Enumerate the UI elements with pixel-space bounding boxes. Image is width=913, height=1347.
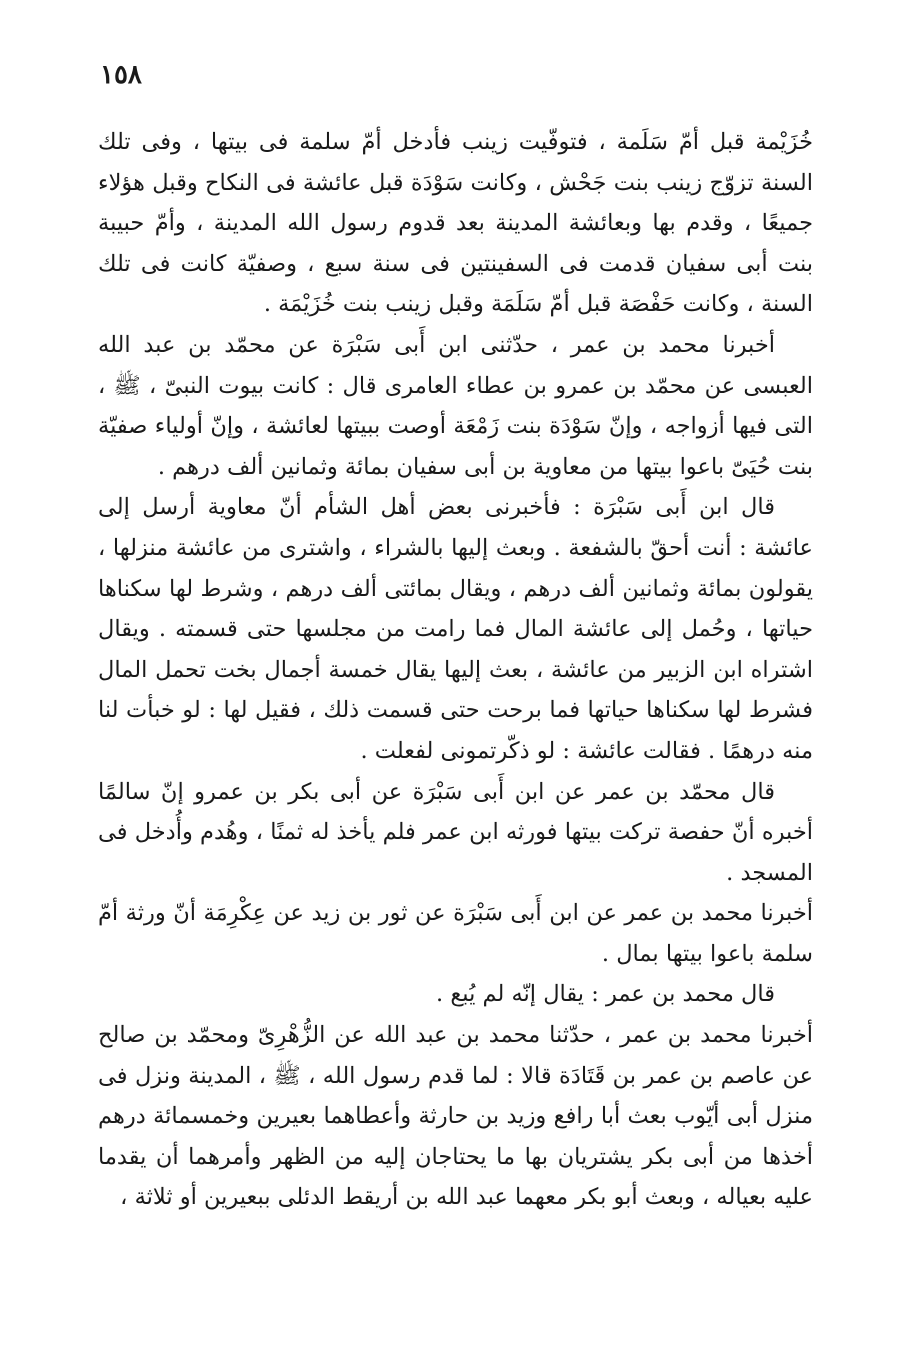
body-text xyxy=(98,122,813,1218)
paragraph-continuation: خُزَيْمة قبل أمّ سَلَمة ، فتوفّيت زينب فأدخل أمّ سلمة فى بيتها ، وفى تلك السنة تزوّج زينب بنت جَحْش ، وكانت سَوْدَة قبل عائشة فى النكاح وقبل هؤلاء جميعًا ، وقدم بها وبعائشة المدينة بعد قدوم رسول الله المدينة ، وأمّ حبيبة بنت أبى سفيان قدمت فى السفينتين فى سنة سبع ، وصفيّة كانت فى تلك السنة ، وكانت حَفْصَة قبل أمّ سَلَمَة وقبل زينب بنت خُزَيْمَة . xyxy=(98,129,813,318)
paragraph: أخبرنا محمد بن عمر عن ابن أَبى سَبْرَة عن ثور بن زيد عن عِكْرِمَة أنّ ورثة أمّ سلمة باعوا بيتها بمال . xyxy=(98,900,813,967)
paragraph: قال محمّد بن عمر عن ابن أَبى سَبْرَة عن أبى بكر بن عمرو إنّ سالمًا أخبره أنّ حفصة تركت بيتها فورثه ابن عمر فلم يأخذ له ثمنًا ، وهُدم وأُدخل فى المسجد . xyxy=(98,778,813,886)
paragraph: قال محمد بن عمر : يقال إنّه لم يُبع . xyxy=(436,981,775,1008)
paragraph: قال ابن أَبى سَبْرَة : فأخبرنى بعض أهل الشأم أنّ معاوية أرسل إلى عائشة : أنت أحقّ بالشفعة . وبعث إليها بالشراء ، واشترى من عائشة منزلها ، يقولون بمائة وثمانين ألف درهم ، ويقال بمائتى ألف درهم ، وشرط لها سكناها حياتها ، وحُمل إلى عائشة المال فما رامت من مجلسها حتى قسمته . ويقال اشتراه ابن الزبير من عائشة ، بعث إليها يقال خمسة أجمال بخت تحمل المال فشرط لها سكناها حياتها فما برحت حتى قسمت ذلك ، فقيل لها : لو خبأت لنا منه درهمًا . فقالت عائشة : لو ذكّرتمونى لفعلت . xyxy=(98,494,813,764)
paragraph: أخبرنا محمد بن عمر ، حدّثنا محمد بن عبد الله عن الزُّهْرِىّ ومحمّد بن صالح عن عاصم بن عمر بن قَتَادَة قالا : لما قدم رسول الله ، ﷺ ، المدينة ونزل فى منزل أبى أيّوب بعث أبا رافع وزيد بن حارثة وأعطاهما بعيرين وخمسمائة درهم أخذها من أبى بكر يشتريان بها ما يحتاجان إليه من الظهر وأمرهما أن يقدما عليه بعياله ، وبعث أبو بكر معهما عبد الله بن أريقط الدئلى ببعيرين أو ثلاثة ، xyxy=(98,1022,813,1211)
paragraph: أخبرنا محمد بن عمر ، حدّثنى ابن أَبى سَبْرَة عن محمّد بن عبد الله العبسى عن محمّد بن عمرو بن عطاء العامرى قال : كانت بيوت النبىّ ، ﷺ ، التى فيها أزواجه ، وإنّ سَوْدَة بنت زَمْعَة أوصت ببيتها لعائشة ، وإنّ أولياء صفيّة بنت حُيَىّ باعوا بيتها من معاوية بن أبى سفيان بمائة وثمانين ألف درهم . xyxy=(98,331,813,480)
page-number: ١٥٨ xyxy=(100,60,142,90)
